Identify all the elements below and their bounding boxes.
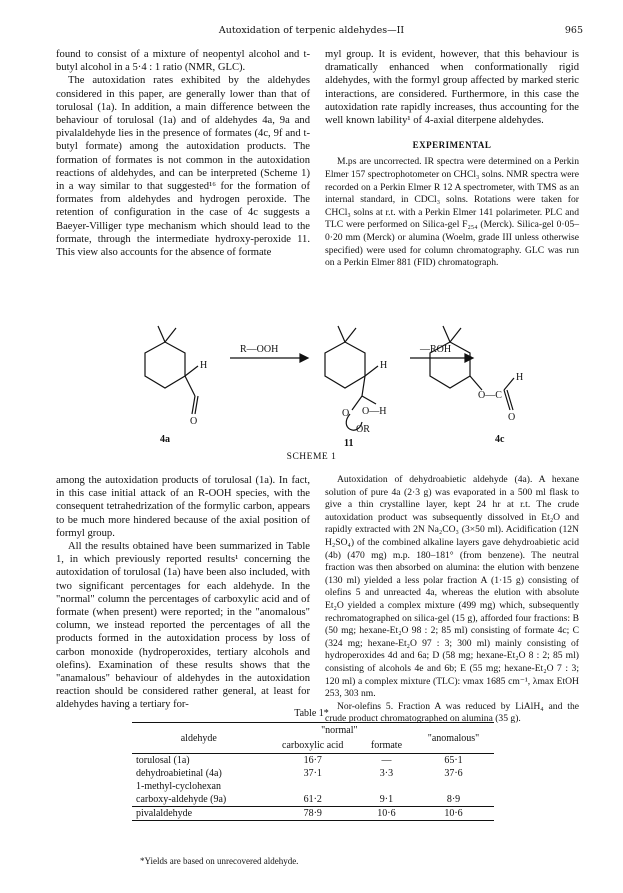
- cell-name: carboxy-aldehyde (9a): [136, 794, 227, 805]
- table-row: [132, 754, 494, 768]
- paragraph: among the autoxidation products of torulosal (1a). In fact, in this case initial attack of an R-OOH species, with the consequent tetrahedrization of the formylic carbon, appears to be much more hindered because of the axial position of formyl group.: [56, 475, 310, 539]
- compound-4a-structure: [145, 326, 198, 414]
- table-title: Table 1*: [294, 708, 329, 719]
- cell-acid: 37·1: [303, 768, 322, 779]
- compound-label-4c: 4c: [495, 434, 505, 445]
- atom-o: O: [508, 412, 516, 423]
- table-row: [132, 767, 494, 780]
- running-header: [0, 25, 623, 41]
- paragraph: Nor-olefins 5. Fraction A was reduced by LiAlH₄ and the crude product chromatographed on alumina (35 g).: [325, 700, 579, 725]
- cell-anomalous: [413, 780, 494, 793]
- right-column-top: [325, 48, 579, 270]
- experimental-text: M.ps are uncorrected. IR spectra were determined on a Perkin Elmer 157 spectrophotometer on CHCl₃ solns. NMR spectra were recorded on a Perkin Elmer R 12 A spectrometer, with TMS as an internal standard, in CDCl₃ solns. Rotations were taken for CHCl₃ solns at r.t. with a Perkin Elmer 141 polarimeter. PLC and TLC were performed on Silica-gel F₂₅₄ (Merck). Silica-gel 0·05–0·20 mm (Merck) or alumina (Woelm, grade III unless otherwise specified) were used for column chromatography. GLC was run on a Perkin Elmer 881 (FID) chromatograph.: [325, 156, 579, 269]
- cell-name: pivalaldehyde: [136, 808, 193, 819]
- compound-label-11: 11: [344, 438, 354, 448]
- cell-anomalous: 37·6: [444, 768, 463, 779]
- paragraph: myl group. It is evident, however, that this behaviour is dramatically enhanced when conformationally rigid aldehydes, with the formyl group affected by marked steric interactions, are considered. Furthermore, in this case the autoxidation rate rapidly increases, thus accounting for the well known lability¹ of 4-axial diterpene aldehydes.: [325, 49, 579, 127]
- running-title: Autoxidation of terpenic aldehydes—II: [218, 25, 405, 36]
- atom-oh: O—H: [362, 406, 387, 417]
- atom-h: H: [516, 372, 524, 383]
- atom-or: OR: [356, 424, 370, 435]
- paragraph: All the results obtained have been summarized in Table 1, in which previously reported results¹ concerning the autoxidation of torulosal (1a) have been also included, with two significant percentages for each aldehyde. In the "normal" column the percentages of carboxylic acid and of formate (when present) were reported; in the "anomalous" column, we instead reported the percentages of all the products formed in the autoxidation process by loss of carbon monoxide (hydroperoxides, tertiary alcohols and olefins). Examination of these results shows that the "anamalous" behaviour of aldehydes in the autoxidation reaction should be considered rather general, at least for aldehydes having a tertiary for-: [56, 541, 310, 711]
- cell-name: dehydroabietinal (4a): [136, 768, 222, 779]
- table-row: [132, 780, 494, 793]
- arrow-1-label: R—OOH: [240, 344, 279, 355]
- atom-h: H: [200, 360, 208, 371]
- right-column-bottom: [325, 474, 579, 726]
- left-column-bottom: [56, 474, 310, 712]
- scheme-1-diagram: [100, 318, 530, 448]
- col-header-anomalous: "anomalous": [427, 732, 480, 744]
- cell-acid: 61·2: [303, 794, 322, 805]
- atom-o: O: [342, 408, 350, 419]
- cell-anomalous: 8·9: [446, 794, 461, 805]
- arrow-2-label: —ROH: [420, 344, 452, 355]
- scheme-caption: SCHEME 1: [286, 452, 337, 462]
- cell-acid: 78·9: [303, 808, 322, 819]
- atom-ester: O—C: [478, 390, 502, 401]
- compound-label-4a: 4a: [160, 434, 170, 445]
- cell-acid: [266, 780, 360, 793]
- col-header-formate: formate: [370, 740, 403, 751]
- atom-o: O: [190, 416, 198, 427]
- cell-acid: 16·7: [303, 755, 322, 766]
- cell-formate: 9·1: [379, 794, 394, 805]
- page-number: 965: [564, 25, 583, 36]
- cell-formate: [360, 780, 413, 793]
- paragraph: found to consist of a mixture of neopentyl alcohol and t-butyl alcohol in a 5·4 : 1 ratio (NMR, GLC).: [56, 49, 310, 74]
- cell-formate: 10·6: [377, 808, 396, 819]
- left-column-top: [56, 48, 310, 259]
- results-table: [132, 722, 494, 821]
- col-header-acid: carboxylic acid: [282, 740, 344, 751]
- table-row: [132, 807, 494, 821]
- cell-formate: —: [381, 755, 392, 766]
- table-footnote: *Yields are based on unrecovered aldehyde.: [140, 856, 299, 866]
- section-heading: EXPERIMENTAL: [412, 140, 492, 151]
- cell-name: torulosal (1a): [136, 755, 190, 766]
- cell-anomalous: 65·1: [444, 755, 463, 766]
- cell-formate: 3·3: [379, 768, 394, 779]
- paragraph: The autoxidation rates exhibited by the aldehydes considered in this paper, are generally lower than that of torulosal (1a). In addition, a main difference between the behaviour of torulosal (1a) and of aldehydes 4a, 9a and pivalaldehyde lies in the presence of formates (4c, 9f and t-butyl formate) among the autoxidation products. The formation of formates is not common in the autoxidation reactions of aldehydes, and can be interpreted (Scheme 1) in a way similar to that suggested¹⁶ for the formation of formates from aldehydes and hydrogen peroxide. The retention of configuration in the case of 4c suggests a Baeyer-Villiger type mechanism which should lead to the formate, through the intermediate hydroxy-peroxide 11. This view also accounts for the absence of formate: [56, 75, 310, 259]
- col-header-aldehyde: aldehyde: [180, 732, 217, 744]
- cell-anomalous: 10·6: [444, 808, 463, 819]
- paragraph: Autoxidation of dehydroabietic aldehyde (4a). A hexane solution of pure 4a (2·3 g) was evaporated in a 500 ml flask to give a thin crystalline layer, kept 24 hr at r.t. The crude autoxidation product was subsequently dissolved in Et₂O and rapidly extracted with 2N Na₂CO₃ (3×50 ml). Acidification (12N H₂SO₄) of the combined alkaline layers gave dehydroabietic acid (4b) (470 mg) m.p. 180–181° (from benzene). The neutral fraction was then absorbed on alumina: the elution with benzene (130 ml) yielded a less polar fraction A (1·15 g) consisting of olefins 5 and unreacted 4a, whereas the elution with absolute Et₂O yielded a complex mixture (499 mg) which, subsequently rechromatographed on silica-gel (15 g), afforded four fractions: B (50 mg; hexane-Et₂O 98 : 2; 85 ml) consisting of formate 4c; C (324 mg; hexane-Et₂O 97 : 3; 300 ml) mainly consisting of hydroperoxides 4d and 6a; D (58 mg; hexane-Et₂O 8 : 2; 85 ml) consisting of alcohols 4e and 6b; E (55 mg; hexane-Et₂O 7 : 3; 120 ml) a complex mixture (TLC): νmax 1685 cm⁻¹, λmax EtOH 253, 303 nm.: [325, 474, 579, 700]
- col-header-normal: "normal": [321, 725, 358, 736]
- atom-h: H: [380, 360, 388, 371]
- table-row: [132, 793, 494, 807]
- cell-name: 1-methyl-cyclohexan: [136, 781, 221, 792]
